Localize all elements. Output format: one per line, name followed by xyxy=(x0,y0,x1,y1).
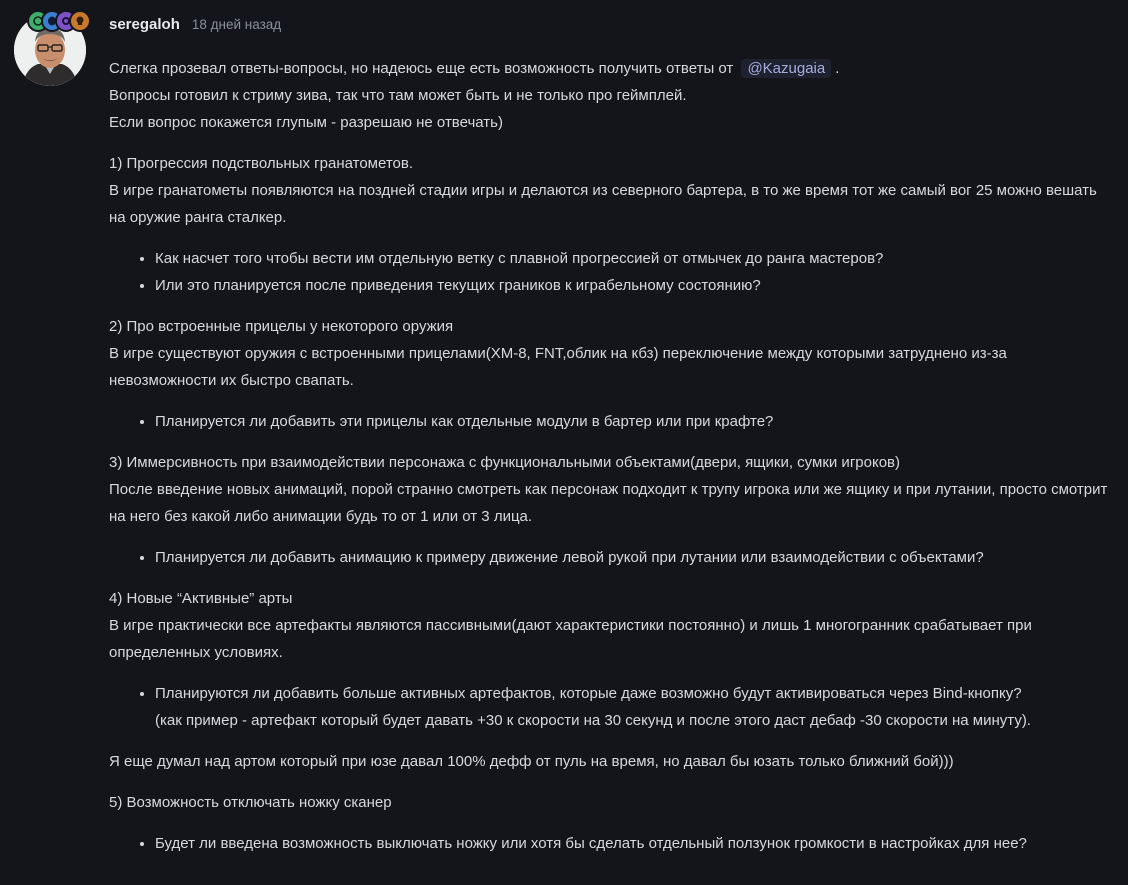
intro-paragraph xyxy=(109,55,1114,136)
question-4-bullet: Планируются ли добавить больше активных артефактов, которые даже возможно будут активироваться через Bind-кнопку? xyxy=(155,685,1022,702)
list-item: • Планируется ли добавить эти прицелы как отдельные модули в бартер или при крафте? xyxy=(155,408,1114,435)
mention-link[interactable]: @Kazugaia xyxy=(741,59,831,78)
question-3-title: 3) Иммерсивность при взаимодействии персонажа с функциональными объектами(двери, ящики, сумки игроков) xyxy=(109,454,901,471)
intro-line3: Если вопрос покажется глупым - разрешаю не отвечать) xyxy=(109,114,503,131)
username[interactable]: seregaloh xyxy=(109,16,180,33)
comment-body xyxy=(109,55,1114,871)
question-2-body: В игре существуют оружия с встроенными прицелами(XM-8, FNT,облик на кбз) переключение между которыми затруднено из-за невозможности их быстро свапать. xyxy=(109,345,1007,389)
question-2-title: 2) Про встроенные прицелы у некоторого оружия xyxy=(109,318,454,335)
question-1-body: В игре гранатометы появляются на поздней стадии игры и делаются из северного бартера, в то же время тот же самый вог 25 можно вешать на оружие ранга сталкер. xyxy=(109,182,1097,226)
avatar-wrap xyxy=(14,14,86,86)
question-3-body: После введение новых анимаций, порой странно смотреть как персонаж подходит к трупу игрока или же ящику и при лутании, просто смотрит на него без какой либо анимации будь то от 1 или от 3 лица. xyxy=(109,481,1108,525)
timestamp[interactable]: 18 дней назад xyxy=(191,17,282,32)
question-4-extra: Я еще думал над артом который при юзе давал 100% дефф от пуль на время, но давал бы юзать только ближний бой))) xyxy=(109,753,954,770)
question-2 xyxy=(109,313,1114,394)
list-item: • Или это планируется после приведения текущих граников к играбельному состоянию? xyxy=(155,272,1114,299)
question-3 xyxy=(109,449,1114,530)
question-1 xyxy=(109,150,1114,231)
list-item: • Планируется ли добавить анимацию к примеру движение левой рукой при лутании или взаимодействии с объектами? xyxy=(155,544,1114,571)
intro-line1: Слегка прозевал ответы-вопросы, но надеюсь еще есть возможность получить ответы от xyxy=(109,60,734,77)
question-4-bullet-note: (как пример - артефакт который будет давать +30 к скорости на 30 секунд и после этого даст дебаф -30 скорости на минуту). xyxy=(155,712,1031,729)
comment-header xyxy=(109,16,281,36)
intro-line2: Вопросы готовил к стриму зива, так что там может быть и не только про геймплей. xyxy=(109,87,687,104)
question-5-title: 5) Возможность отключать ножку сканер xyxy=(109,794,392,811)
question-2-bullets xyxy=(109,408,1114,435)
question-1-title: 1) Прогрессия подствольных гранатометов. xyxy=(109,155,413,172)
list-item: • Как насчет того чтобы вести им отдельную ветку с плавной прогрессией от отмычек до ранга мастеров? xyxy=(155,245,1114,272)
list-item: • Будет ли введена возможность выключать ножку или хотя бы сделать отдельный ползунок громкости в настройках для нее? xyxy=(155,830,1114,857)
question-3-bullets xyxy=(109,544,1114,571)
badges xyxy=(27,10,107,34)
question-4-bullets xyxy=(109,680,1114,734)
intro-line1-end: . xyxy=(835,60,840,77)
skull-badge-icon[interactable] xyxy=(69,10,91,32)
question-1-bullets xyxy=(109,245,1114,299)
question-4-body: В игре практически все артефакты являются пассивными(дают характеристики постоянно) и лишь 1 многогранник срабатывает при определенных условиях. xyxy=(109,617,1032,661)
question-4-title: 4) Новые “Активные” арты xyxy=(109,590,293,607)
question-5 xyxy=(109,789,1114,816)
question-4 xyxy=(109,585,1114,666)
list-item xyxy=(155,680,1114,734)
question-5-bullets xyxy=(109,830,1114,857)
